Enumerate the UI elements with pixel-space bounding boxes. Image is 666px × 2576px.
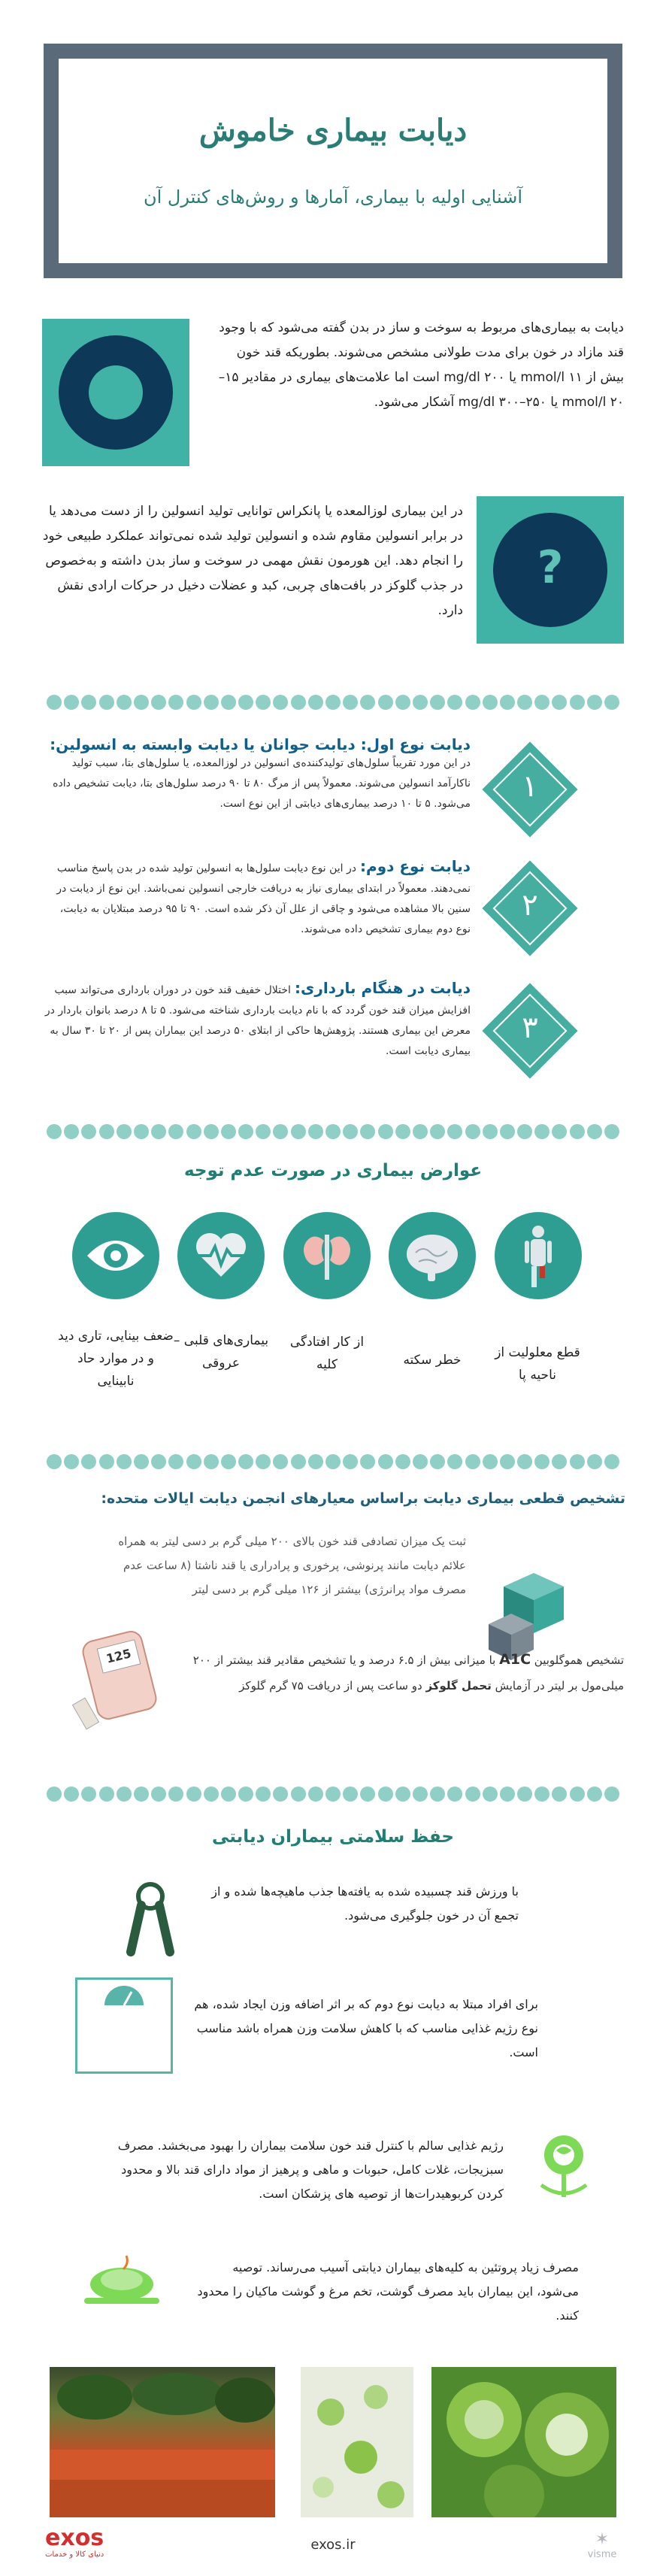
complication-label-kidney: از کار افتادگی کلیه	[289, 1335, 365, 1372]
diet-icon	[519, 2120, 609, 2211]
type-2-heading: دیابت نوع دوم:	[360, 857, 471, 875]
intro-ring-tile	[42, 319, 189, 466]
type-3-text	[42, 979, 471, 1062]
dotted-divider	[47, 694, 619, 711]
type-1-heading: دیابت نوع اول: دیابت جوانان یا دیابت وابسته به انسولین:	[50, 735, 471, 753]
header-panel	[59, 59, 607, 263]
care-item-4-text: مصرف زیاد پروتئین به کلیه‌های بیماران دیابتی آسیب می‌رساند. توصیه می‌شود، این بیماران باید مصرف گوشت، تخم مرغ و گوشت ماکیان را محدود کنند.	[197, 2260, 579, 2323]
type-2-text	[42, 857, 471, 940]
type-3-body: اختلال خفیف قند خون در دوران بارداری می‌تواند سبب افزایش میزان قند خون گردد که با نام دیابت بارداری شناخته می‌شود. ۵ تا ۸ درصد بانوان باردار در معرض این بیماری هستند. پژوهش‌ها حاکی از ابتلای ۵۰ درصد این بیماران پس از ۲۰ تا ۳۰ سال به بیماری دیابت است.	[44, 984, 471, 1057]
dotted-divider	[47, 1453, 619, 1470]
type-3-heading: دیابت در هنگام بارداری:	[295, 979, 471, 997]
page-title: دیابت بیماری خاموش	[198, 113, 468, 148]
diagnosis-title: تشخیص قطعی بیماری دیابت براساس معیارهای انجمن دیابت ایالات متحده:	[101, 1490, 625, 1507]
hand-gripper-icon	[113, 1880, 188, 1962]
care-item-2-text: برای افراد مبتلا به دیابت نوع دوم که بر اثر اضافه وزن ایجاد شده، هم نوع رژیم غذایی مناسب که با کاهش سلامت وزن همراه باشد مناسب است.	[194, 1997, 538, 2059]
scale-icon	[75, 1977, 173, 2074]
exos-logo: exos دنیای کالا و خدمات	[45, 2525, 104, 2559]
complication-label-amputation: قطع معلولیت از ناحیه پا	[495, 1345, 580, 1383]
ring-icon	[59, 335, 173, 450]
eye-icon	[72, 1212, 159, 1299]
meter-display: 125	[97, 1639, 141, 1674]
type-1-text	[42, 735, 471, 814]
care-item-1-text: با ورزش قند چسبیده شده به یافته‌ها جذب ماهیچه‌ها شده و از تجمع آن در خون جلوگیری می‌شود.	[211, 1884, 519, 1923]
complication-label-heart: بیماری‌های قلبی – عروقی	[173, 1333, 269, 1371]
visme-logo: ✶ visme	[587, 2530, 617, 2560]
type-1-body: در این مورد تقریباً سلول‌های تولیدکننده‌ی انسولین در لوزالمعده، یا سلول‌های بتا، سبب تولید ناکارآمد انسولین می‌شوند. معمولاً پس از مرگ ۸۰ تا ۹۰ درصد سلول‌های بتا، دیابت تشخیص داده می‌شود. ۵ تا ۱۰ درصد بیماری‌های دیابتی از این نوع است.	[53, 757, 471, 810]
glucose-meter-icon	[74, 1630, 164, 1728]
dotted-divider	[47, 1123, 619, 1140]
footer-site-link[interactable]: exos.ir	[310, 2537, 356, 2553]
type-2-body: در این نوع دیابت سلول‌ها به انسولین تولید شده در بدن پاسخ مناسب نمی‌دهند. معمولاً در ابتدای بیماری نیاز به دریافت خارجی انسولین نمی‌باشد. این نوع از دیابت در سنین بالا مشاهده می‌شود و چاقی از علل آن ذکر شده است. ۹۰ تا ۹۵ درصد مبتلایان به دیابت، نوع دوم بیماری تشخیص داده می‌شوند.	[56, 862, 471, 935]
kidney-icon	[283, 1212, 371, 1299]
type-2-badge: ۲	[481, 859, 579, 957]
complications-title: عوارض بیماری در صورت عدم توجه	[183, 1161, 483, 1180]
complication-label-stroke: خطر سکته	[403, 1353, 462, 1368]
dotted-divider	[47, 1786, 619, 1802]
care-item-3-text: رژیم غذایی سالم با کنترل قند خون سلامت بیماران را بهبود می‌بخشد. مصرف سبزیجات، غلات کامل، حبوبات و ماهی و پرهیز از مواد دارای قند بالا و محدود کردن کربوهیدرات‌ها از توصیه های پزشکان است.	[117, 2138, 504, 2201]
chicken-icon	[75, 2247, 173, 2314]
diagnosis-paragraph-1: ثبت یک میزان تصادفی قند خون بالای ۲۰۰ میلی گرم بر دسی لیتر به همراه علائم دیابت مانند پرنوشی، پرخوری و پرادراری یا قند ناشتا (۸ ساعت عدم مصرف مواد پرانرژی) بیشتر از ۱۲۶ میلی گرم بر دسی لیتر	[118, 1535, 466, 1596]
type-1-badge: ۱	[481, 741, 579, 838]
sprouts-photo	[301, 2367, 413, 2517]
heart-icon	[177, 1212, 265, 1299]
question-icon: ?	[493, 513, 607, 627]
type-3-badge: ۳	[481, 982, 579, 1080]
intro-paragraph-2: در این بیماری لوزالمعده یا پانکراس توانایی تولید انسولین را از دست می‌دهد یا در برابر انسولین مقاوم شده و انسولین تولید شده نمی‌تواند عملکرد طبیعی خود را انجام دهد. این هورمون نقش مهمی در سوخت و ساز بدن داشته و به‌خصوص در جذب گلوکز در بافت‌های چربی، کبد و عضلات دخیل در حرکات ارادی نقش دارد.	[42, 504, 463, 618]
diagnosis-paragraph-2: تشخیص هموگلوبین A1C با میزانی بیش از ۶.۵ درصد و یا تشخیص مقادیر قند بیشتر از ۲۰۰ میلی‌مول بر لیتر در آزمایش تحمل گلوکز دو ساعت پس از دریافت ۷۵ گرم گلوکز	[192, 1651, 624, 1693]
amputation-icon	[495, 1212, 582, 1299]
page-subtitle: آشنایی اولیه با بیماری، آمارها و روش‌های کنترل آن	[143, 186, 523, 208]
complication-label-eye: ضعف بینایی، تاری دید و در موارد حاد نابینایی	[58, 1329, 174, 1389]
care-title: حفظ سلامتی بیماران دیابتی	[212, 1827, 454, 1847]
intro-paragraph-1: دیابت به بیماری‌های مربوط به سوخت و ساز در بدن گفته می‌شود که با وجود قند مازاد در خون برای مدت طولانی مشخص می‌شوند. بطوریکه قند خون بیش از ۱۱ mmol/l یا ۲۰۰ mg/dl است اما علامت‌های بیماری در مقادیر ۱۵–۲۰ mmol/l یا ۲۵۰–۳۰۰ mg/dl آشکار می‌شود.	[218, 320, 624, 410]
vegetables-photo	[50, 2367, 275, 2517]
lettuce-photo	[431, 2367, 616, 2517]
brain-icon	[389, 1212, 476, 1299]
intro-question-tile	[477, 496, 624, 644]
